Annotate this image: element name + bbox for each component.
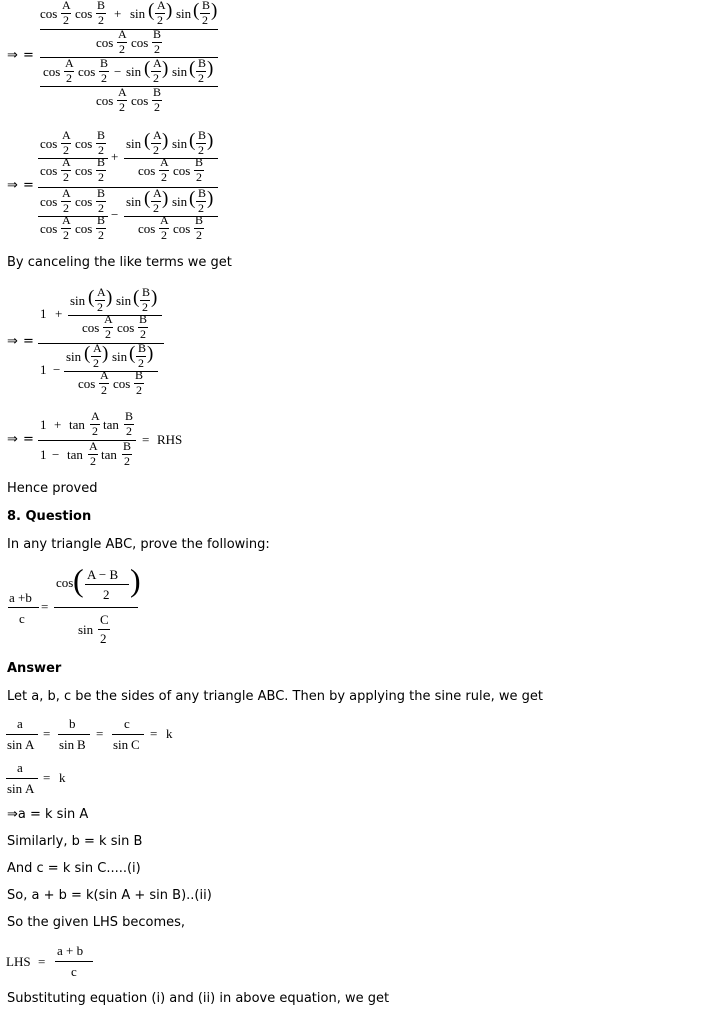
implies-arrow: ⇒ (7, 178, 18, 193)
implies-arrow: ⇒ (7, 48, 18, 63)
equation-step-1: ⇒ = cos A 2 cos B 2 + sin ( A 2 ) sin ( B 2 ) cos A 2 cos B 2 cos A 2 cos B 2 − sin ( A 2 ) sin ( B 2 ) cos A 2 cos B 2 (7, 0, 218, 114)
answer-heading: Answer (7, 661, 62, 676)
answer-intro: Let a, b, c be the sides of any triangle ABC. Then by applying the sine rule, we get (7, 689, 543, 704)
question-heading: 8. Question (7, 509, 92, 524)
a-over-sinA-equation: a sin A = k (7, 760, 66, 796)
text-given-lhs: So the given LHS becomes, (7, 915, 186, 930)
question-text: In any triangle ABC, prove the following: (7, 537, 270, 552)
lhs-equation: LHS = a + b c (0, 941, 110, 983)
eq-a-plus-b: So, a + b = k(sin A + sin B)..(ii) (7, 888, 212, 903)
eq-b-ksinB: Similarly, b = k sin B (7, 834, 143, 849)
implies-arrow: ⇒ (7, 432, 18, 447)
eq-c-ksinC: And c = k sin C.....(i) (7, 861, 141, 876)
text-substituting: Substituting equation (i) and (ii) in above equation, we get (7, 991, 390, 1006)
equation-step-3: ⇒ = 1 + sin ( A 2 ) sin ( B 2 ) cos A 2 cos B 2 1 − sin ( A 2 ) sin ( B 2 ) cos A 2 cos B 2 (0, 284, 180, 398)
eq-a-ksinA: ⇒a = k sin A (7, 807, 89, 822)
equation-step-4: ⇒ = 1 + tan A 2 tan B 2 1 − tan A 2 tan B 2 = RHS (7, 409, 183, 468)
equation-step-2: ⇒ = cos A 2 cos B 2 cos A 2 cos B 2 + sin ( A 2 ) sin ( B 2 ) cos A 2 cos B 2 cos A 2 cos B 2 cos A 2 cos B 2 − sin ( A 2 ) sin ( B 2 ) cos A 2 cos B 2 (0, 126, 230, 244)
text-hence-proved: Hence proved (7, 481, 98, 496)
implies-arrow: ⇒ (7, 334, 18, 349)
text-cancel: By canceling the like terms we get (7, 255, 232, 270)
sine-rule-equation: a sin A = b sin B = c sin C = k (7, 716, 173, 752)
question-formula: a +b c = cos ( A − B 2 ) sin C 2 (9, 562, 141, 646)
